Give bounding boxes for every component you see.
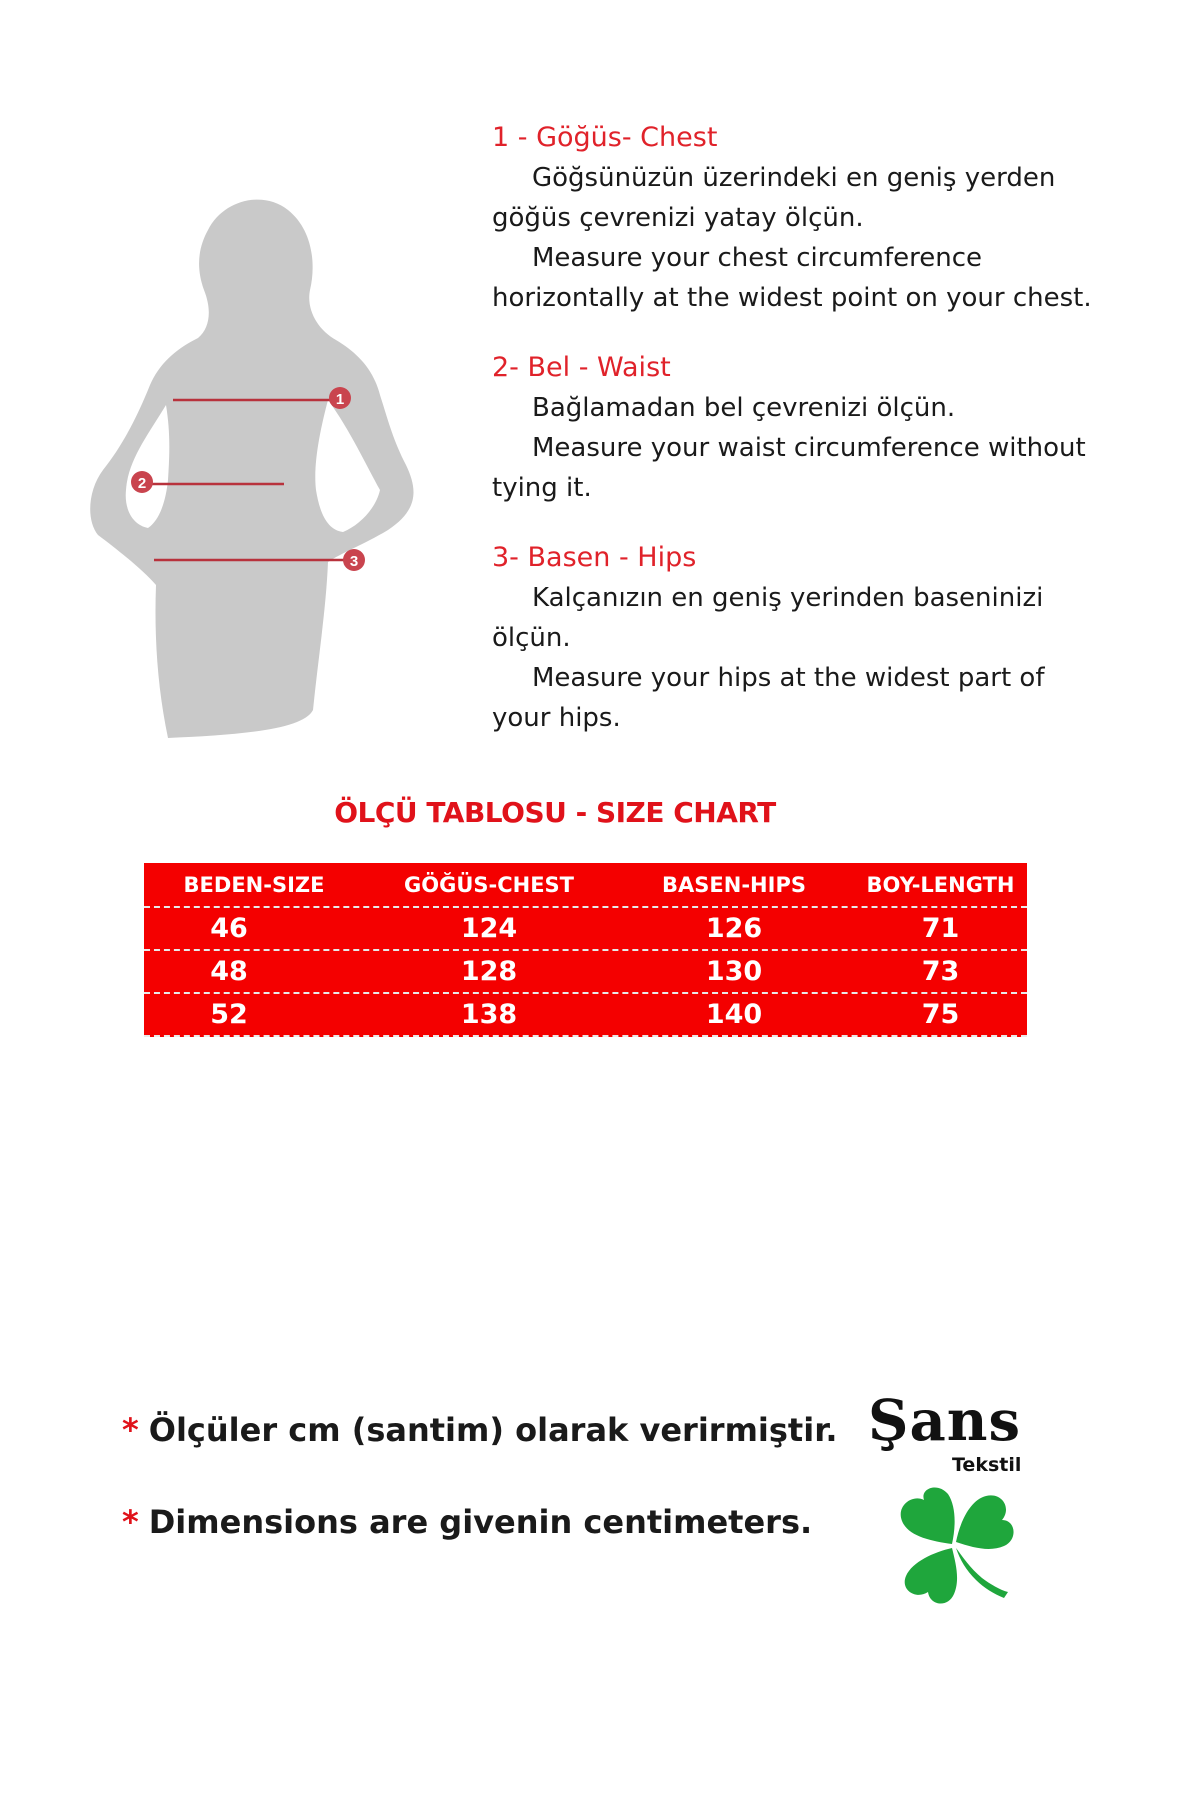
waist-line-en-2: tying it. [492, 473, 592, 503]
body-silhouette-figure [88, 190, 468, 740]
marker-2-label: 2 [137, 475, 147, 492]
cell-size: 46 [210, 913, 248, 944]
note-tr [122, 1410, 838, 1450]
cell-length: 75 [921, 999, 960, 1030]
chest-line-tr-1: Göğsünüzün üzerindeki en geniş yerden [532, 163, 1056, 193]
cell-hips: 140 [705, 999, 763, 1030]
table-header-row [144, 863, 1027, 908]
cell-chest: 124 [460, 913, 518, 944]
hips-title: 3- Basen - Hips [492, 542, 697, 573]
cell-size: 48 [210, 956, 248, 987]
chest-title: 1 - Göğüs- Chest [492, 122, 718, 153]
chest-line-en-2: horizontally at the widest point on your chest. [492, 283, 1092, 313]
clover-icon [890, 1486, 1020, 1606]
hips-line-tr-2: ölçün. [492, 623, 571, 653]
note-bullet: * [122, 1503, 139, 1541]
table-row [144, 951, 1027, 994]
note-tr-text: Ölçüler cm (santim) olarak verirmiştir. [148, 1411, 838, 1449]
measurement-instructions [492, 118, 1132, 768]
header-hips: BASEN-HIPS [662, 872, 806, 897]
note-bullet: * [122, 1411, 139, 1449]
marker-3-label: 3 [349, 553, 359, 570]
hips-line-en-1: Measure your hips at the widest part of [532, 663, 1045, 693]
waist-line-tr-1: Bağlamadan bel çevrenizi ölçün. [532, 393, 956, 423]
chest-line-tr-2: göğüs çevrenizi yatay ölçün. [492, 203, 864, 233]
header-size: BEDEN-SIZE [183, 872, 325, 897]
waist-instruction [492, 348, 1132, 508]
hips-instruction [492, 538, 1132, 738]
cell-length: 71 [921, 913, 960, 944]
logo-subtitle: Tekstil [952, 1454, 1022, 1476]
size-chart-title: ÖLÇÜ TABLOSU - SIZE CHART [334, 796, 776, 829]
size-chart-table [144, 863, 1027, 1037]
waist-line-en-1: Measure your waist circumference without [532, 433, 1086, 463]
cell-hips: 126 [705, 913, 763, 944]
marker-1-label: 1 [335, 391, 345, 408]
cell-chest: 138 [460, 999, 518, 1030]
header-chest: GÖĞÜS-CHEST [404, 872, 574, 897]
waist-title: 2- Bel - Waist [492, 352, 671, 383]
chest-instruction [492, 118, 1132, 318]
hips-line-tr-1: Kalçanızın en geniş yerinden baseninizi [532, 583, 1044, 613]
logo-name: Şans [868, 1388, 1021, 1454]
chest-line-en-1: Measure your chest circumference [532, 243, 983, 273]
cell-hips: 130 [705, 956, 763, 987]
note-en-text: Dimensions are givenin centimeters. [148, 1503, 813, 1541]
hips-line-en-2: your hips. [492, 703, 621, 733]
note-en [122, 1502, 838, 1542]
cell-chest: 128 [460, 956, 518, 987]
cell-length: 73 [921, 956, 960, 987]
brand-logo [868, 1388, 1048, 1598]
table-row [144, 908, 1027, 951]
notes [122, 1410, 838, 1542]
header-length: BOY-LENGTH [866, 872, 1015, 897]
cell-size: 52 [210, 999, 248, 1030]
table-row [144, 994, 1027, 1037]
